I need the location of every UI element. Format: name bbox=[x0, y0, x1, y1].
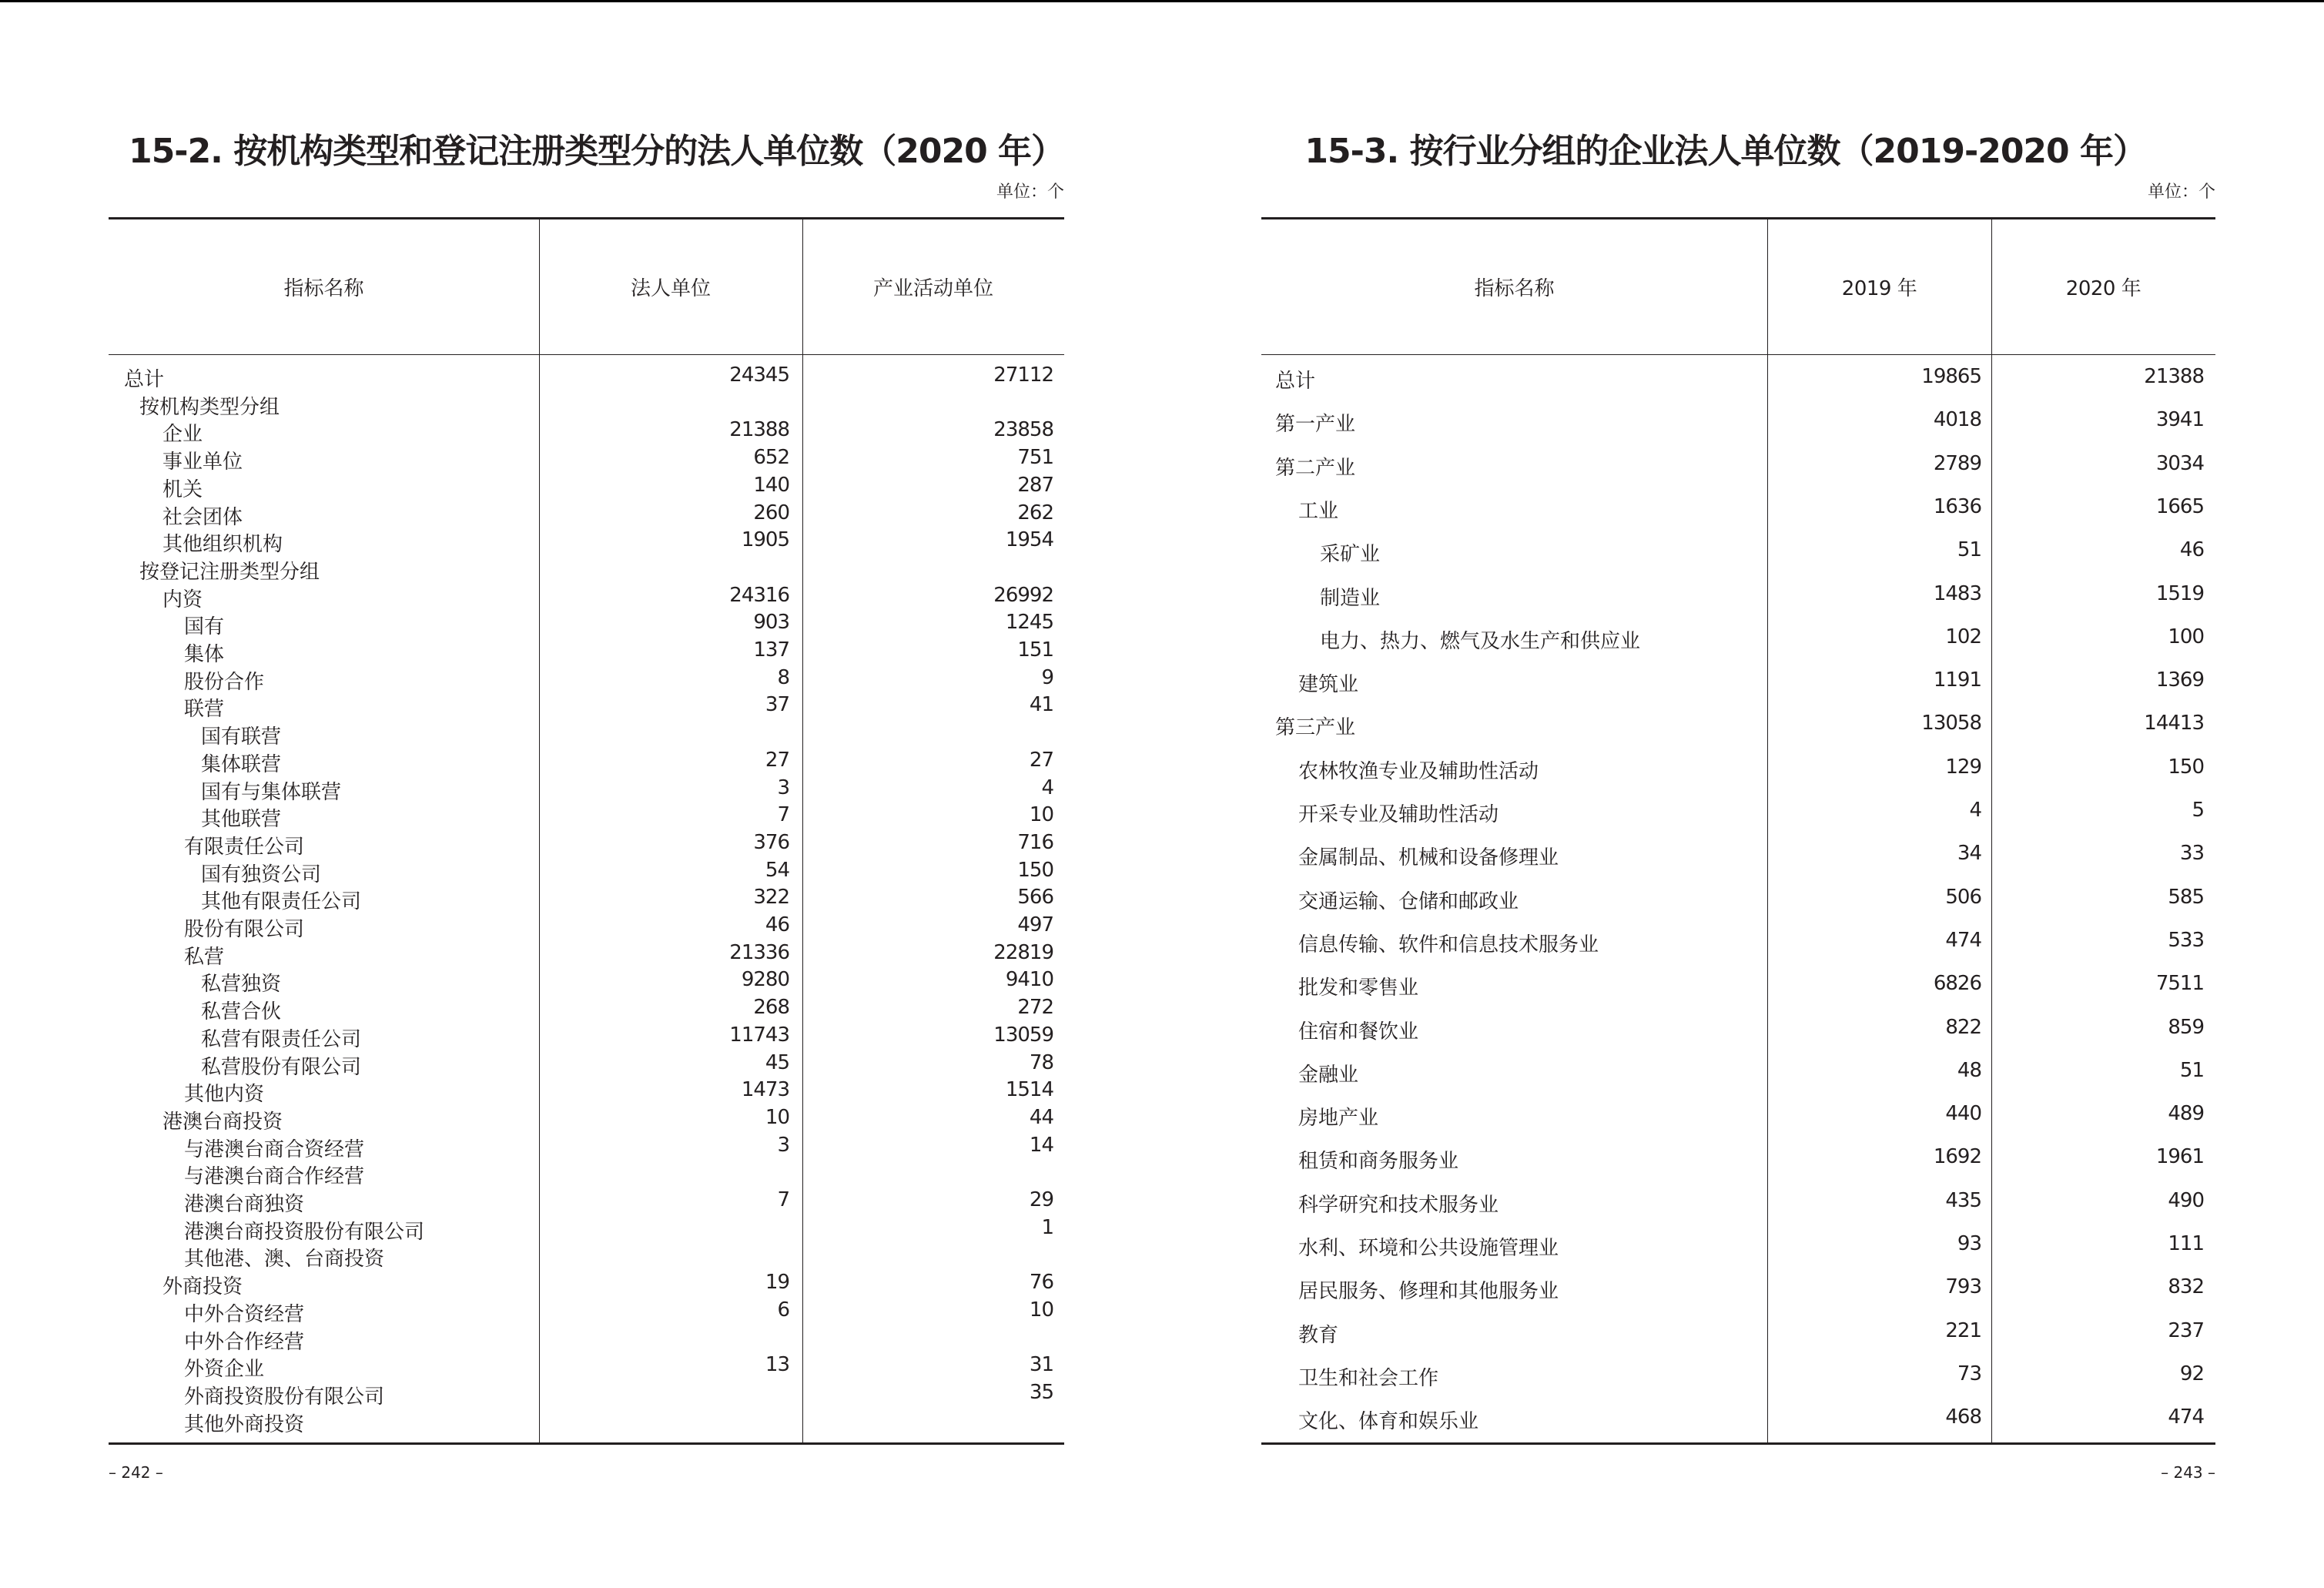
row-label: 其他内资 bbox=[184, 1083, 265, 1107]
cell-value-col2: 27 bbox=[1029, 748, 1053, 772]
row-label: 内资 bbox=[162, 588, 203, 611]
cell-value-col1: 260 bbox=[753, 501, 789, 524]
table-row bbox=[1261, 799, 2215, 829]
row-label: 第三产业 bbox=[1275, 716, 1356, 740]
cell-value-col1: 6826 bbox=[1933, 972, 1981, 996]
cell-value-col1: 376 bbox=[753, 830, 789, 854]
row-label: 其他联营 bbox=[201, 808, 282, 832]
row-label: 建筑业 bbox=[1298, 673, 1359, 697]
table-row bbox=[109, 556, 1064, 582]
cell-value-col1: 102 bbox=[1945, 625, 1981, 648]
row-label: 教育 bbox=[1298, 1323, 1339, 1347]
row-label: 外商投资 bbox=[162, 1275, 243, 1299]
cell-value-col1: 7 bbox=[777, 1188, 789, 1211]
table-row bbox=[1261, 538, 2215, 569]
cell-value-col1: 13058 bbox=[1921, 712, 1981, 735]
cell-value-col2: 44 bbox=[1029, 1105, 1053, 1129]
cell-value-col1: 73 bbox=[1957, 1362, 1981, 1385]
row-label: 中外合作经营 bbox=[184, 1330, 305, 1354]
table-row bbox=[1261, 452, 2215, 483]
cell-value-col2: 585 bbox=[2168, 885, 2204, 909]
cell-value-col2: 14 bbox=[1029, 1133, 1053, 1157]
table-title: 15-2. 按机构类型和登记注册类型分的法人单位数（2020 年） bbox=[129, 132, 1064, 171]
cell-value-col1: 3 bbox=[777, 776, 789, 799]
cell-value-col1: 11743 bbox=[729, 1023, 789, 1047]
table-row bbox=[109, 638, 1064, 665]
table-row bbox=[1261, 1102, 2215, 1133]
table-row bbox=[109, 1353, 1064, 1382]
row-label: 私营股份有限公司 bbox=[201, 1055, 362, 1079]
left-page bbox=[109, 0, 1064, 1588]
cell-value-col2: 51 bbox=[2179, 1058, 2204, 1082]
row-label: 股份有限公司 bbox=[184, 918, 305, 941]
cell-value-col1: 24345 bbox=[729, 363, 789, 387]
table-row bbox=[109, 968, 1064, 997]
cell-value-col2: 716 bbox=[1017, 830, 1053, 854]
cell-value-col1: 24316 bbox=[729, 583, 789, 607]
table-row bbox=[109, 1298, 1064, 1325]
row-label: 信息传输、软件和信息技术服务业 bbox=[1298, 933, 1599, 956]
cell-value-col2: 1665 bbox=[2155, 494, 2204, 518]
row-label: 国有与集体联营 bbox=[201, 780, 342, 804]
cell-value-col1: 822 bbox=[1945, 1015, 1981, 1039]
row-label: 与港澳台商合资经营 bbox=[184, 1137, 365, 1161]
cell-value-col2: 13059 bbox=[993, 1023, 1053, 1047]
table-row bbox=[1261, 972, 2215, 1003]
cell-value-col1: 4 bbox=[1969, 799, 1981, 822]
cell-value-col2: 1519 bbox=[2155, 581, 2204, 605]
cell-value-col1: 51 bbox=[1957, 538, 1981, 562]
cell-value-col2: 46 bbox=[2179, 538, 2204, 562]
table-row bbox=[109, 1023, 1064, 1050]
cell-value-col2: 41 bbox=[1029, 693, 1053, 717]
header-bottom-rule bbox=[1261, 354, 2215, 355]
row-label: 港澳台商投资股份有限公司 bbox=[184, 1220, 425, 1244]
column-header-indicator: 指标名称 bbox=[1474, 277, 1555, 300]
row-label: 外商投资股份有限公司 bbox=[184, 1385, 385, 1409]
cell-value-col1: 903 bbox=[753, 611, 789, 635]
table-row bbox=[109, 721, 1064, 747]
row-label: 文化、体育和娱乐业 bbox=[1298, 1410, 1479, 1434]
table-row bbox=[1261, 1275, 2215, 1306]
cell-value-col2: 9410 bbox=[1005, 968, 1053, 992]
table-row bbox=[109, 913, 1064, 940]
table-row bbox=[109, 501, 1064, 528]
cell-value-col2: 4 bbox=[1041, 776, 1053, 799]
right-page bbox=[1261, 0, 2215, 1588]
table-row bbox=[109, 1216, 1064, 1242]
row-label: 集体联营 bbox=[201, 752, 282, 776]
cell-value-col1: 4018 bbox=[1933, 408, 1981, 432]
row-label: 按机构类型分组 bbox=[139, 395, 280, 419]
cell-value-col2: 262 bbox=[1017, 501, 1053, 524]
cell-value-col1: 140 bbox=[753, 473, 789, 497]
table-row bbox=[1261, 495, 2215, 526]
cell-value-col2: 497 bbox=[1017, 913, 1053, 936]
cell-value-col1: 48 bbox=[1957, 1058, 1981, 1082]
cell-value-col1: 1473 bbox=[741, 1078, 789, 1102]
cell-value-col2: 27112 bbox=[993, 363, 1053, 387]
cell-value-col2: 566 bbox=[1017, 886, 1053, 910]
table-row bbox=[1261, 886, 2215, 916]
cell-value-col1: 7 bbox=[777, 803, 789, 827]
row-label: 房地产业 bbox=[1298, 1107, 1379, 1131]
cell-value-col2: 3034 bbox=[2155, 451, 2204, 475]
row-label: 按登记注册类型分组 bbox=[139, 560, 320, 584]
row-label: 总计 bbox=[124, 368, 165, 391]
cell-value-col1: 10 bbox=[765, 1105, 789, 1129]
row-label: 住宿和餐饮业 bbox=[1298, 1020, 1419, 1044]
row-label: 其他港、澳、台商投资 bbox=[184, 1248, 385, 1271]
page-number: – 242 – bbox=[109, 1463, 163, 1482]
row-label: 租赁和商务服务业 bbox=[1298, 1150, 1459, 1174]
cell-value-col1: 21336 bbox=[729, 940, 789, 964]
cell-value-col2: 23858 bbox=[993, 418, 1053, 442]
row-label: 工业 bbox=[1298, 499, 1339, 523]
cell-value-col2: 31 bbox=[1029, 1353, 1053, 1377]
row-label: 居民服务、修理和其他服务业 bbox=[1298, 1280, 1559, 1304]
table-row bbox=[109, 611, 1064, 637]
row-label: 机关 bbox=[162, 477, 203, 501]
cell-value-col1: 6 bbox=[777, 1298, 789, 1322]
cell-value-col1: 129 bbox=[1945, 755, 1981, 779]
row-label: 科学研究和技术服务业 bbox=[1298, 1193, 1499, 1217]
table-row bbox=[109, 666, 1064, 692]
cell-value-col1: 506 bbox=[1945, 885, 1981, 909]
cell-value-col2: 111 bbox=[2168, 1232, 2204, 1255]
table-row bbox=[109, 859, 1064, 885]
cell-value-col2: 35 bbox=[1029, 1380, 1053, 1404]
table-row bbox=[1261, 1232, 2215, 1263]
row-label: 企业 bbox=[162, 423, 203, 447]
cell-value-col2: 76 bbox=[1029, 1271, 1053, 1295]
row-label: 开采专业及辅助性活动 bbox=[1298, 803, 1499, 826]
column-header-legal-units: 法人单位 bbox=[630, 277, 711, 300]
row-label: 私营独资 bbox=[201, 973, 282, 997]
table-bottom-rule bbox=[109, 1442, 1064, 1445]
column-header-indicator: 指标名称 bbox=[283, 277, 364, 300]
row-label: 第二产业 bbox=[1275, 456, 1356, 480]
row-label: 事业单位 bbox=[162, 451, 243, 474]
table-row bbox=[1261, 1362, 2215, 1393]
row-label: 私营合伙 bbox=[201, 1000, 282, 1024]
table-row bbox=[1261, 842, 2215, 873]
table-row bbox=[1261, 365, 2215, 396]
cell-value-col1: 1483 bbox=[1933, 581, 1981, 605]
row-label: 港澳台商投资 bbox=[162, 1110, 283, 1134]
row-label: 电力、热力、燃气及水生产和供应业 bbox=[1320, 629, 1641, 653]
row-label: 与港澳台商合作经营 bbox=[184, 1165, 365, 1189]
cell-value-col1: 435 bbox=[1945, 1188, 1981, 1212]
row-label: 卫生和社会工作 bbox=[1298, 1366, 1439, 1390]
table-row bbox=[1261, 1189, 2215, 1220]
cell-value-col2: 7511 bbox=[2155, 972, 2204, 996]
cell-value-col1: 34 bbox=[1957, 842, 1981, 866]
table-row bbox=[109, 996, 1064, 1022]
cell-value-col2: 272 bbox=[1017, 996, 1053, 1020]
table-row bbox=[109, 1134, 1064, 1160]
table-row bbox=[109, 1381, 1064, 1407]
cell-value-col1: 440 bbox=[1945, 1102, 1981, 1126]
column-header-activity-units: 产业活动单位 bbox=[872, 277, 993, 300]
table-row bbox=[1261, 625, 2215, 656]
row-label: 集体 bbox=[184, 643, 225, 666]
cell-value-col2: 1954 bbox=[1005, 528, 1053, 552]
cell-value-col2: 92 bbox=[2179, 1362, 2204, 1385]
cell-value-col2: 832 bbox=[2168, 1275, 2204, 1299]
cell-value-col2: 29 bbox=[1029, 1188, 1053, 1211]
table-title: 15-3. 按行业分组的企业法人单位数（2019-2020 年） bbox=[1304, 132, 2146, 171]
table-row bbox=[109, 776, 1064, 802]
cell-value-col2: 9 bbox=[1041, 665, 1053, 689]
row-label: 其他外商投资 bbox=[184, 1412, 305, 1436]
row-label: 中外合资经营 bbox=[184, 1302, 305, 1326]
table-row bbox=[109, 1326, 1064, 1352]
cell-value-col2: 533 bbox=[2168, 928, 2204, 952]
cell-value-col2: 3941 bbox=[2155, 408, 2204, 432]
table-row bbox=[109, 418, 1064, 447]
cell-value-col2: 1514 bbox=[1005, 1078, 1053, 1102]
row-label: 采矿业 bbox=[1320, 543, 1381, 567]
table-row bbox=[109, 528, 1064, 557]
column-header-2020: 2020 年 bbox=[2065, 277, 2141, 300]
table-row bbox=[109, 831, 1064, 857]
cell-value-col1: 1905 bbox=[741, 528, 789, 552]
row-label: 交通运输、仓储和邮政业 bbox=[1298, 889, 1519, 913]
row-label: 批发和零售业 bbox=[1298, 977, 1419, 1000]
cell-value-col1: 9280 bbox=[741, 968, 789, 992]
table-row bbox=[109, 584, 1064, 610]
cell-value-col1: 93 bbox=[1957, 1232, 1981, 1255]
cell-value-col1: 474 bbox=[1945, 928, 1981, 952]
cell-value-col2: 237 bbox=[2168, 1318, 2204, 1342]
cell-value-col1: 1692 bbox=[1933, 1145, 1981, 1169]
table-row bbox=[109, 391, 1064, 417]
row-label: 总计 bbox=[1275, 370, 1316, 393]
column-header-2019: 2019 年 bbox=[1841, 277, 1917, 300]
cell-value-col1: 8 bbox=[777, 665, 789, 689]
cell-value-col1: 54 bbox=[765, 858, 789, 882]
cell-value-col2: 859 bbox=[2168, 1015, 2204, 1039]
cell-value-col1: 468 bbox=[1945, 1405, 1981, 1429]
cell-value-col1: 793 bbox=[1945, 1275, 1981, 1299]
unit-label: 单位：个 bbox=[2147, 183, 2215, 202]
table-row bbox=[109, 474, 1064, 500]
cell-value-col2: 1245 bbox=[1005, 611, 1053, 635]
table-bottom-rule bbox=[1261, 1442, 2215, 1445]
table-row bbox=[1261, 1319, 2215, 1350]
cell-value-col2: 150 bbox=[1017, 858, 1053, 882]
cell-value-col2: 33 bbox=[2179, 842, 2204, 866]
cell-value-col1: 3 bbox=[777, 1133, 789, 1157]
row-label: 国有独资公司 bbox=[201, 863, 322, 886]
unit-label: 单位：个 bbox=[996, 183, 1064, 202]
cell-value-col1: 1636 bbox=[1933, 494, 1981, 518]
cell-value-col1: 27 bbox=[765, 748, 789, 772]
row-label: 股份合作 bbox=[184, 670, 265, 694]
row-label: 金融业 bbox=[1298, 1063, 1359, 1087]
table-row bbox=[109, 1106, 1064, 1132]
cell-value-col1: 46 bbox=[765, 913, 789, 936]
cell-value-col2: 1961 bbox=[2155, 1145, 2204, 1169]
row-label: 有限责任公司 bbox=[184, 835, 305, 859]
cell-value-col2: 10 bbox=[1029, 803, 1053, 827]
row-label: 农林牧渔专业及辅助性活动 bbox=[1298, 759, 1539, 783]
cell-value-col1: 37 bbox=[765, 693, 789, 717]
cell-value-col1: 13 bbox=[765, 1353, 789, 1377]
cell-value-col2: 10 bbox=[1029, 1298, 1053, 1322]
cell-value-col2: 26992 bbox=[993, 583, 1053, 607]
cell-value-col2: 1369 bbox=[2155, 668, 2204, 692]
cell-value-col1: 268 bbox=[753, 996, 789, 1020]
cell-value-col1: 21388 bbox=[729, 418, 789, 442]
cell-value-col1: 652 bbox=[753, 446, 789, 470]
row-label: 联营 bbox=[184, 698, 225, 722]
cell-value-col2: 751 bbox=[1017, 446, 1053, 470]
row-label: 私营有限责任公司 bbox=[201, 1027, 362, 1051]
cell-value-col1: 19865 bbox=[1921, 365, 1981, 388]
cell-value-col2: 287 bbox=[1017, 473, 1053, 497]
cell-value-col1: 1191 bbox=[1933, 668, 1981, 692]
row-label: 其他有限责任公司 bbox=[201, 890, 362, 914]
row-label: 国有联营 bbox=[201, 725, 282, 749]
table-row bbox=[109, 749, 1064, 775]
table-row bbox=[109, 803, 1064, 832]
header-bottom-rule bbox=[109, 354, 1064, 355]
table-row bbox=[1261, 712, 2215, 742]
cell-value-col2: 21388 bbox=[2144, 365, 2204, 388]
table-row bbox=[109, 363, 1064, 390]
page-number: – 243 – bbox=[2161, 1463, 2215, 1482]
table-row bbox=[1261, 1016, 2215, 1047]
table-row bbox=[109, 1243, 1064, 1269]
cell-value-col2: 1 bbox=[1041, 1215, 1053, 1239]
table-row bbox=[1261, 582, 2215, 613]
row-label: 国有 bbox=[184, 615, 225, 639]
cell-value-col1: 2789 bbox=[1933, 451, 1981, 475]
table-row bbox=[1261, 1059, 2215, 1090]
row-label: 第一产业 bbox=[1275, 413, 1356, 437]
cell-value-col1: 19 bbox=[765, 1271, 789, 1295]
table-row bbox=[109, 1161, 1064, 1187]
row-label: 港澳台商独资 bbox=[184, 1193, 305, 1216]
row-label: 水利、环境和公共设施管理业 bbox=[1298, 1237, 1559, 1260]
row-label: 私营 bbox=[184, 945, 225, 969]
row-label: 外资企业 bbox=[184, 1358, 265, 1382]
row-label: 制造业 bbox=[1320, 586, 1381, 610]
table-row bbox=[1261, 929, 2215, 960]
table-row bbox=[1261, 668, 2215, 699]
cell-value-col2: 100 bbox=[2168, 625, 2204, 648]
table-row bbox=[109, 446, 1064, 472]
cell-value-col2: 474 bbox=[2168, 1405, 2204, 1429]
cell-value-col2: 78 bbox=[1029, 1050, 1053, 1074]
cell-value-col2: 150 bbox=[2168, 755, 2204, 779]
row-label: 社会团体 bbox=[162, 505, 243, 529]
cell-value-col1: 322 bbox=[753, 886, 789, 910]
row-label: 金属制品、机械和设备修理业 bbox=[1298, 846, 1559, 870]
cell-value-col2: 5 bbox=[2192, 799, 2204, 822]
table-row bbox=[1261, 755, 2215, 786]
table-row bbox=[109, 941, 1064, 967]
table-row bbox=[1261, 1145, 2215, 1176]
table-row bbox=[109, 693, 1064, 722]
table-row bbox=[109, 1051, 1064, 1077]
table-row bbox=[1261, 1405, 2215, 1436]
cell-value-col2: 490 bbox=[2168, 1188, 2204, 1212]
table-row bbox=[109, 886, 1064, 912]
cell-value-col2: 151 bbox=[1017, 638, 1053, 662]
cell-value-col1: 137 bbox=[753, 638, 789, 662]
cell-value-col2: 22819 bbox=[993, 940, 1053, 964]
table-row bbox=[109, 1078, 1064, 1107]
table-row bbox=[109, 1409, 1064, 1435]
cell-value-col1: 45 bbox=[765, 1050, 789, 1074]
row-label: 其他组织机构 bbox=[162, 533, 283, 557]
table-row bbox=[109, 1271, 1064, 1297]
cell-value-col1: 221 bbox=[1945, 1318, 1981, 1342]
cell-value-col2: 14413 bbox=[2144, 712, 2204, 735]
table-row bbox=[109, 1188, 1064, 1214]
cell-value-col2: 489 bbox=[2168, 1102, 2204, 1126]
table-row bbox=[1261, 408, 2215, 439]
